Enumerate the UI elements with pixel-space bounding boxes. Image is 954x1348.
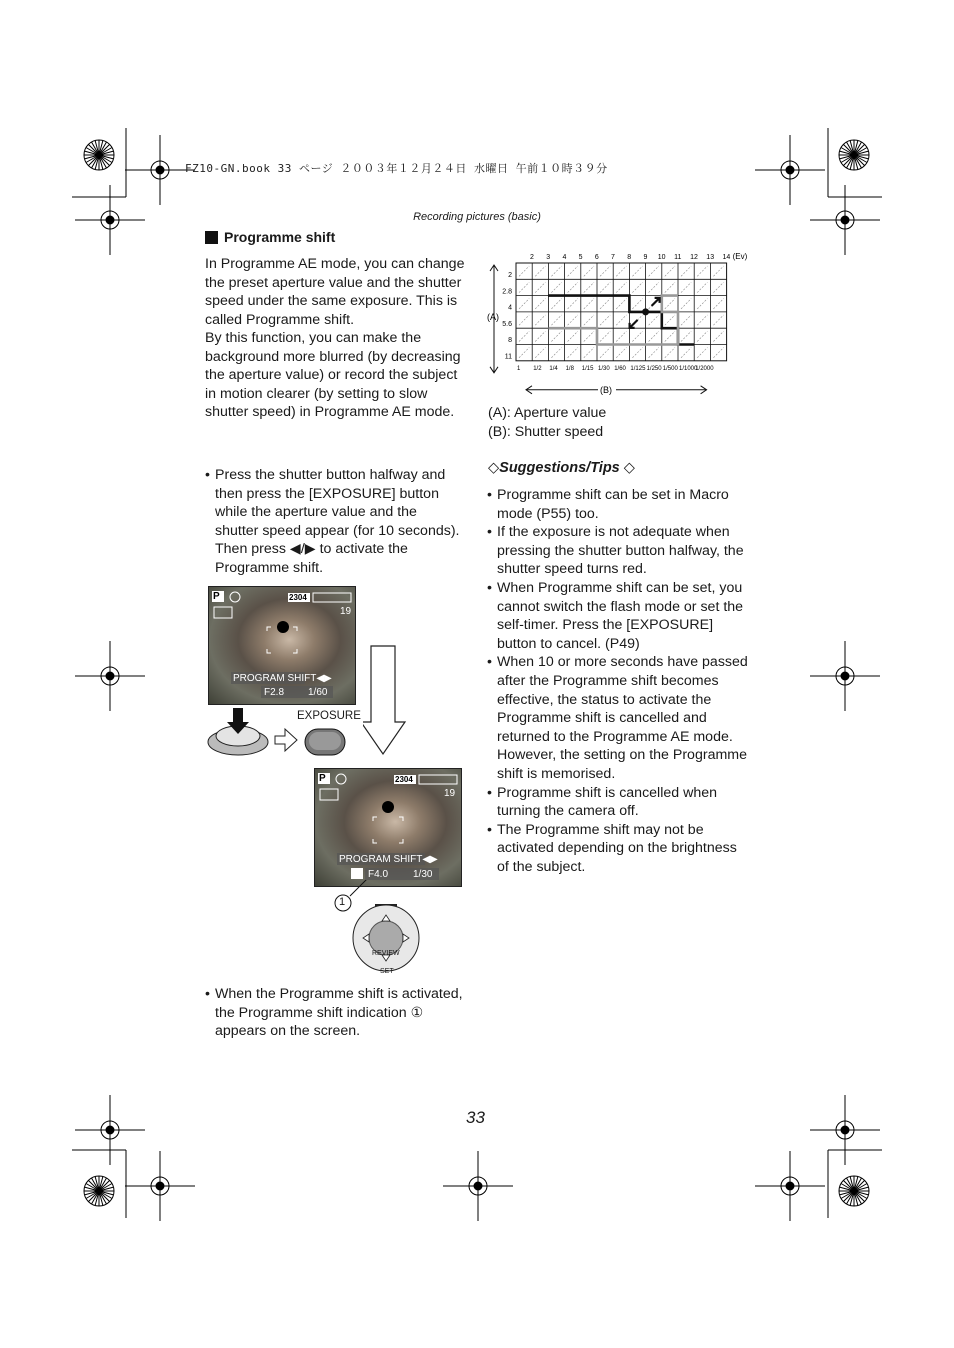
intro-paragraph-2: By this function, you can make the background more blurred (by decreasing the aperture value) or record the subject in motion clearer (by setting to slow shutter speed) in Programme AE mode. xyxy=(205,330,461,420)
program-line-chart xyxy=(480,248,760,398)
list-item: • When Programme shift can be set, you cannot switch the flash mode or set the self-timer. Press the [EXPOSURE] button to cancel. (P49) xyxy=(487,579,744,652)
ev-tick-label: 7 xyxy=(611,254,615,261)
remaining-shots: 19 xyxy=(444,788,456,799)
registration-wheel-icon xyxy=(839,140,869,170)
tips-list xyxy=(487,486,752,876)
intro-text xyxy=(205,255,470,422)
ev-tick-label: 6 xyxy=(594,254,599,261)
crosshair-icon xyxy=(75,185,145,255)
final-bullet-text: When the Programme shift is activated, the Programme shift indication ① appears on the screen. xyxy=(215,986,463,1039)
ev-tick-label: 14 xyxy=(722,254,731,261)
aperture-tick-label: 8 xyxy=(508,337,512,345)
ev-tick-label: 12 xyxy=(690,254,698,261)
tips-heading: ◇Suggestions/Tips ◇ xyxy=(488,460,635,476)
aperture-tick-label: 2.8 xyxy=(502,288,512,296)
chart-captions xyxy=(488,404,606,442)
exposure-button-label: EXPOSURE xyxy=(297,710,361,722)
crosshair-icon xyxy=(755,1151,825,1221)
crosshair-icon xyxy=(810,641,880,711)
shutter-tick-label: 1/60 xyxy=(614,365,626,372)
shutter-tick-label: 1/1000 xyxy=(679,365,698,372)
list-item: • When 10 or more seconds have passed after the Programme shift becomes effective, the status to activate the Programme shift is cancelled and returned to the Programme AE mode. However, the setting on the Programme shift is memorised. xyxy=(487,654,748,782)
shutter-tick-label: 1/500 xyxy=(662,365,678,372)
axis-a-label: (A) xyxy=(487,312,499,322)
registration-wheel-icon xyxy=(839,1176,869,1206)
step-bullet: • Press the shutter button halfway and then press the [EXPOSURE] button while the aperture value and the shutter speed appear (for 10 seconds). Then press ◀/▶ to activate the Programme shift. xyxy=(205,466,463,577)
ev-tick-label: 2 xyxy=(530,254,534,261)
caption-aperture: (A): Aperture value xyxy=(488,405,607,421)
shutter-tick-label: 1/2000 xyxy=(695,365,714,372)
section-title-text: Programme shift xyxy=(224,229,336,245)
down-arrow-icon xyxy=(363,643,407,757)
list-item: • If the exposure is not adequate when pressing the shutter button halfway, the shutter speed turns red. xyxy=(487,524,744,578)
page-number: 33 xyxy=(466,1108,485,1127)
dial-set-label: SET xyxy=(380,968,394,975)
program-shift-label: PROGRAM SHIFT◀▶ xyxy=(339,854,438,865)
mode-indicator: P xyxy=(213,591,220,602)
crosshair-icon xyxy=(75,641,145,711)
current-point xyxy=(642,308,649,315)
ev-tick-label: 13 xyxy=(706,254,715,261)
section-title xyxy=(205,229,335,245)
aperture-tick-label: 5.6 xyxy=(502,320,512,328)
registration-wheel-icon xyxy=(84,140,114,170)
list-item: • Programme shift is cancelled when turning the camera off. xyxy=(487,784,718,820)
mode-indicator: P xyxy=(319,773,326,784)
ev-tick-label: 4 xyxy=(562,254,567,261)
shutter-tick-label: 1 xyxy=(517,365,521,372)
shutter-tick-label: 1/4 xyxy=(549,365,558,372)
tips-heading-text: Suggestions/Tips xyxy=(499,460,620,476)
ev-tick-label: 11 xyxy=(674,254,682,261)
chart-grid xyxy=(516,263,727,361)
crosshair-icon xyxy=(75,1095,145,1165)
shutter-tick-label: 1/8 xyxy=(565,365,574,372)
step-bullet-text: Press the shutter button halfway and then press the [EXPOSURE] button while the aperture value and the shutter speed appear (for 10 seconds). Then press ◀/▶ to activate the Programme shift. xyxy=(215,467,460,576)
picture-count: 2304 xyxy=(289,593,307,602)
aperture-value: F2.8 xyxy=(264,687,285,698)
picture-count: 2304 xyxy=(395,775,413,784)
intro-paragraph-1: In Programme AE mode, you can change the preset aperture value and the shutter speed under the same exposure. This is called Programme shift. xyxy=(205,256,465,328)
ev-tick-label: 9 xyxy=(643,254,648,261)
lcd-screen-after xyxy=(314,768,462,887)
caption-shutter: (B): Shutter speed xyxy=(488,424,604,440)
cursor-dial-diagram xyxy=(330,880,430,980)
crosshair-icon xyxy=(810,185,880,255)
ev-tick-label: 3 xyxy=(546,254,551,261)
remaining-shots: 19 xyxy=(340,606,352,617)
crosshair-icon xyxy=(125,1151,195,1221)
shutter-value: 1/30 xyxy=(413,869,433,880)
registration-wheel-icon xyxy=(84,1176,114,1206)
shutter-tick-label: 1/2 xyxy=(533,365,542,372)
lcd-screen-before xyxy=(208,586,356,705)
shutter-value: 1/60 xyxy=(308,687,328,698)
shutter-tick-label: 1/30 xyxy=(598,365,610,372)
crosshair-icon xyxy=(755,135,825,205)
crosshair-icon xyxy=(810,1095,880,1165)
aperture-value: F4.0 xyxy=(368,869,389,880)
section-label: Recording pictures (basic) xyxy=(413,211,541,223)
callout-number: 1 xyxy=(339,896,346,908)
ev-unit-label: (Ev) xyxy=(732,252,748,261)
print-header: FZ10-GN.book 33 ページ ２００３年１２月２４日 水曜日 午前１０時３９分 xyxy=(185,162,608,175)
ev-tick-label: 5 xyxy=(578,254,583,261)
list-item: • Programme shift can be set in Macro mode (P55) too. xyxy=(487,487,729,522)
list-item: • The Programme shift may not be activated depending on the brightness of the subject. xyxy=(487,821,737,875)
dial-review-label: REVIEW xyxy=(372,950,400,957)
crosshair-icon xyxy=(443,1151,513,1221)
aperture-tick-label: 4 xyxy=(508,304,512,312)
final-bullet: • When the Programme shift is activated, the Programme shift indication ① appears on the screen. xyxy=(205,986,463,1039)
program-shift-label: PROGRAM SHIFT◀▶ xyxy=(233,673,332,684)
axis-b-label: (B) xyxy=(600,384,612,395)
ev-tick-label: 10 xyxy=(657,254,666,261)
square-bullet-icon xyxy=(205,231,218,244)
shutter-tick-label: 1/250 xyxy=(646,365,662,372)
aperture-tick-label: 2 xyxy=(508,272,512,279)
shutter-tick-label: 1/125 xyxy=(630,365,646,372)
shutter-tick-label: 1/15 xyxy=(581,365,594,372)
aperture-tick-label: 11 xyxy=(504,353,512,361)
ev-tick-label: 8 xyxy=(627,254,632,261)
